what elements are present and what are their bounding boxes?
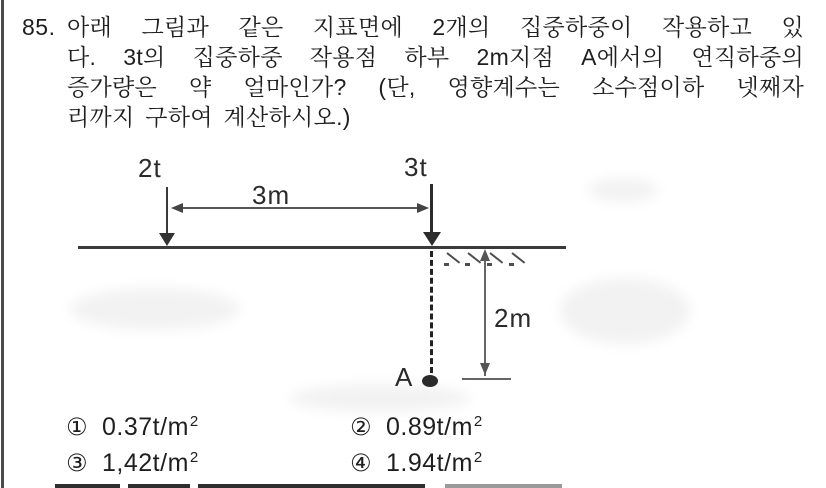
left-load-arrow-icon — [159, 233, 175, 246]
right-load-arrow-shaft — [430, 184, 433, 234]
depth-dimension-label: 2m — [494, 303, 533, 333]
bottom-cutoff-fragment — [128, 484, 190, 488]
answer-option-2 — [350, 413, 483, 442]
ground-surface-line — [78, 246, 566, 249]
option-4-exponent: 2 — [473, 449, 483, 466]
right-load-arrow-icon — [423, 232, 441, 246]
option-3-exponent: 2 — [189, 449, 199, 466]
option-2-exponent: 2 — [473, 413, 483, 430]
option-1-exponent: 2 — [189, 413, 199, 430]
scan-smudge — [588, 178, 658, 202]
answer-option-1 — [66, 413, 199, 442]
left-load-arrow-shaft — [166, 187, 168, 235]
page-left-border — [1, 0, 4, 488]
span-dimension-left-arrow-icon — [171, 203, 183, 213]
depth-dashed-line — [430, 251, 433, 373]
ground-hatch-mark — [446, 252, 460, 263]
bottom-cutoff-fragment — [445, 484, 562, 488]
option-4-value: 1.94t/m — [386, 449, 473, 477]
ground-hatch-dot — [509, 263, 514, 266]
answer-option-4 — [350, 449, 483, 478]
depth-dimension-up-arrow-icon — [480, 249, 490, 261]
span-dimension-label: 3m — [252, 180, 291, 210]
question-line-4: 리까지 구하여 계산하시오.) — [67, 104, 351, 130]
ground-hatch-mark — [489, 252, 503, 263]
bottom-cutoff-fragment — [55, 484, 120, 488]
question-text — [67, 12, 804, 132]
option-2-marker: ② — [350, 414, 373, 441]
span-dimension-right-arrow-icon — [417, 203, 429, 213]
option-3-marker: ③ — [66, 450, 89, 477]
question-line-1: 아래 그림과 같은 지표면에 2개의 집중하중이 작용하고 있 — [67, 14, 804, 40]
left-load-label: 2t — [138, 153, 162, 183]
depth-dimension-down-arrow-icon — [480, 363, 490, 375]
option-4-marker: ④ — [350, 450, 373, 477]
scan-smudge — [560, 278, 690, 344]
ground-hatch-mark — [511, 252, 525, 263]
ground-hatch-dot — [444, 263, 449, 266]
right-load-label: 3t — [404, 152, 428, 182]
ground-hatch-dot — [487, 263, 492, 266]
question-line-2: 다. 3t의 집중하중 작용점 하부 2m지점 A에서의 연직하중의 — [67, 44, 804, 70]
question-line-3: 증가량은 약 얼마인가? (단, 영향계수는 소수점이하 넷째자 — [67, 74, 804, 100]
depth-dimension-line — [484, 252, 486, 376]
option-2-value: 0.89t/m — [386, 413, 473, 441]
scan-smudge — [290, 384, 470, 412]
ground-hatch-dot — [465, 263, 470, 266]
option-1-value: 0.37t/m — [102, 413, 189, 441]
answer-option-3 — [66, 449, 199, 478]
question-number: 85. — [22, 14, 56, 40]
bottom-cutoff-fragment — [198, 484, 425, 488]
option-3-value: 1,42t/m — [102, 449, 189, 477]
scan-smudge — [70, 288, 240, 330]
point-a-dot — [422, 375, 438, 387]
span-dimension-line — [176, 207, 422, 209]
depth-dimension-base-tick — [462, 378, 511, 380]
point-a-label: A — [395, 362, 414, 392]
option-1-marker: ① — [66, 414, 89, 441]
